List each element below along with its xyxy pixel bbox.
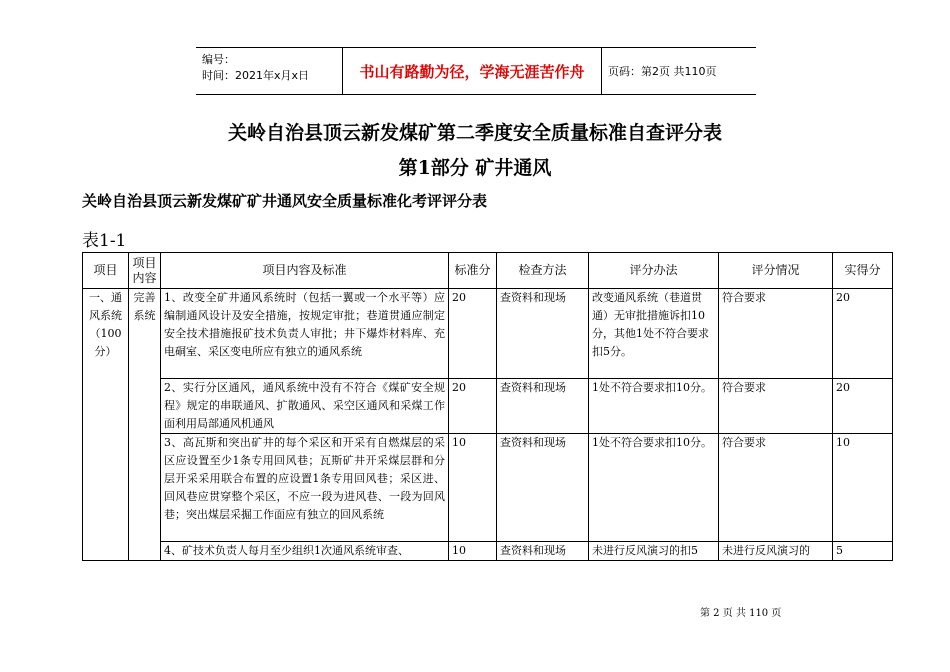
- actual-cell: 20: [833, 289, 893, 379]
- content-cell: 3、高瓦斯和突出矿井的每个采区和开采有自燃煤层的采区应设置至少1条专用回风巷；瓦斯矿井开采煤层群和分层开采采用联合布置的应设置1条专用回风巷；采区进、回风巷应贯穿整个采区，不应一段为进风巷、一段为回风巷；突出煤层采掘工作面应有独立的回风系统: [161, 434, 449, 542]
- table-row: [83, 289, 893, 379]
- table-row: [83, 379, 893, 434]
- col-header: 检查方法: [497, 253, 589, 289]
- document-title: 关岭自治县顶云新发煤矿第二季度安全质量标准自查评分表: [227, 122, 722, 144]
- score-cell: 20: [449, 289, 497, 379]
- col-header: 标准分: [449, 253, 497, 289]
- page-header: [196, 47, 756, 95]
- header-left: [196, 48, 342, 94]
- part-title: 第1部分 矿井通风: [398, 157, 552, 179]
- table-row: [83, 542, 893, 561]
- rule-cell: 1处不符合要求扣10分。: [589, 434, 719, 542]
- page-info: 页码：第2页 共110页: [608, 65, 717, 78]
- header-row: [83, 253, 893, 289]
- actual-cell: 10: [833, 434, 893, 542]
- project-sub-cell: 完善系统: [129, 289, 161, 561]
- score-cell: 20: [449, 379, 497, 434]
- col-header: 评分办法: [589, 253, 719, 289]
- rule-cell: 1处不符合要求扣10分。: [589, 379, 719, 434]
- status-cell: 符合要求: [719, 289, 833, 379]
- number-label: 编号：: [202, 53, 235, 66]
- actual-cell: 5: [833, 542, 893, 561]
- status-cell: 未进行反风演习的: [719, 542, 833, 561]
- col-header: 项目内容及标准: [161, 253, 449, 289]
- date-label: 时间：2021年x月x日: [202, 69, 310, 82]
- col-header: 评分情况: [719, 253, 833, 289]
- status-cell: 符合要求: [719, 379, 833, 434]
- rule-cell: 改变通风系统（巷道贯通）无审批措施诉扣10分，其他1处不符合要求扣5分。: [589, 289, 719, 379]
- project-cell: 一、通风系统（100分）: [83, 289, 129, 561]
- col-header: 项目: [83, 253, 129, 289]
- col-header: 项目内容: [129, 253, 161, 289]
- content-cell: 1、改变全矿井通风系统时（包括一翼或一个水平等）应编制通风设计及安全措施，按规定审批；巷道贯通应制定安全技术措施报矿技术负责人审批；井下爆炸材料库、充电硐室、采区变电所应有独立的通风系统: [161, 289, 449, 379]
- method-cell: 查资料和现场: [497, 289, 589, 379]
- method-cell: 查资料和现场: [497, 434, 589, 542]
- score-cell: 10: [449, 434, 497, 542]
- page-footer: 第 2 页 共 110 页: [700, 608, 782, 619]
- method-cell: 查资料和现场: [497, 379, 589, 434]
- status-cell: 符合要求: [719, 434, 833, 542]
- actual-cell: 20: [833, 379, 893, 434]
- motto: 书山有路勤为径，学海无涯苦作舟: [342, 48, 602, 94]
- col-header: 实得分: [833, 253, 893, 289]
- method-cell: 查资料和现场: [497, 542, 589, 561]
- score-table: [82, 252, 893, 561]
- content-cell: 2、实行分区通风，通风系统中没有不符合《煤矿安全规程》规定的串联通风、扩散通风、采空区通风和采煤工作面利用局部通风机通风: [161, 379, 449, 434]
- score-cell: 10: [449, 542, 497, 561]
- rule-cell: 未进行反风演习的扣5: [589, 542, 719, 561]
- table-number: 表1-1: [82, 231, 127, 251]
- table-row: [83, 434, 893, 542]
- table-subtitle: 关岭自治县顶云新发煤矿矿井通风安全质量标准化考评评分表: [82, 192, 488, 210]
- content-cell: 4、矿技术负责人每月至少组织1次通风系统审查、: [161, 542, 449, 561]
